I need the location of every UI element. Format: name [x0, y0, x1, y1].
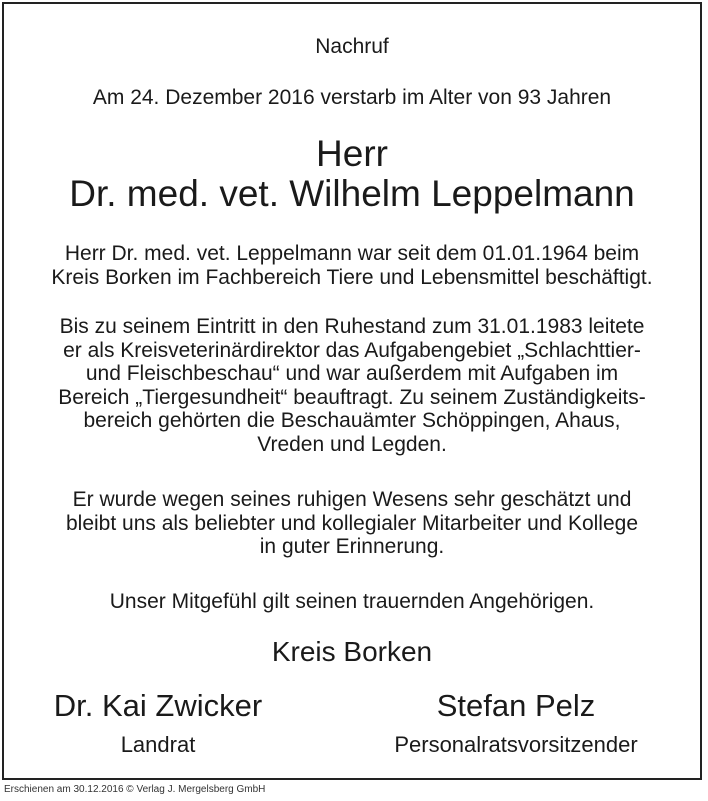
organization-name: Kreis Borken	[271, 636, 433, 667]
signatory-name: Stefan Pelz	[436, 688, 596, 723]
text-line: Bereich „Tiergesundheit“ beauftragt. Zu seinem Zuständigkeits-	[58, 385, 646, 409]
signatory-left	[0, 689, 323, 760]
text-line: und Fleischbeschau“ und war außerdem mit Aufgaben im	[85, 362, 619, 386]
signatory-name: Dr. Kai Zwicker	[53, 688, 263, 723]
text-line: Herr Dr. med. vet. Leppelmann war seit dem 01.01.1964 beim	[64, 242, 640, 265]
intro-line: Am 24. Dezember 2016 verstarb im Alter von 93 Jahren	[92, 86, 612, 109]
deceased-name: Dr. med. vet. Wilhelm Leppelmann	[69, 173, 635, 214]
signatory-role: Personalratsvorsitzender	[394, 732, 638, 757]
paragraph-remembrance	[0, 488, 704, 559]
signatory-role: Landrat	[120, 732, 196, 757]
text-line: er als Kreisveterinärdirektor das Aufgabengebiet „Schlachttier-	[63, 338, 641, 362]
text-line: Kreis Borken im Fachbereich Tiere und Lebensmittel beschäftigt.	[51, 265, 653, 289]
text-line: Bis zu seinem Eintritt in den Ruhestand zum 31.01.1983 leitete	[59, 315, 645, 338]
paragraph-condolence: Unser Mitgefühl gilt seinen trauernden Angehörigen.	[109, 590, 595, 613]
deceased-salutation: Herr	[316, 133, 388, 174]
text-line: Er wurde wegen seines ruhigen Wesens sehr geschätzt und	[72, 488, 632, 511]
notice-heading: Nachruf	[315, 35, 389, 58]
text-line: Vreden und Legden.	[257, 432, 447, 456]
text-line: bleibt uns als beliebter und kollegialer Mitarbeiter und Kollege	[65, 511, 638, 535]
text-line: bereich gehörten die Beschauämter Schöppingen, Ahaus,	[83, 409, 621, 433]
publication-footer: Erschienen am 30.12.2016 © Verlag J. Mergelsberg GmbH	[4, 784, 266, 795]
text-line: in guter Erinnerung.	[259, 535, 445, 559]
paragraph-employment	[0, 242, 704, 289]
signatory-right	[351, 689, 681, 760]
paragraph-career	[0, 315, 704, 457]
